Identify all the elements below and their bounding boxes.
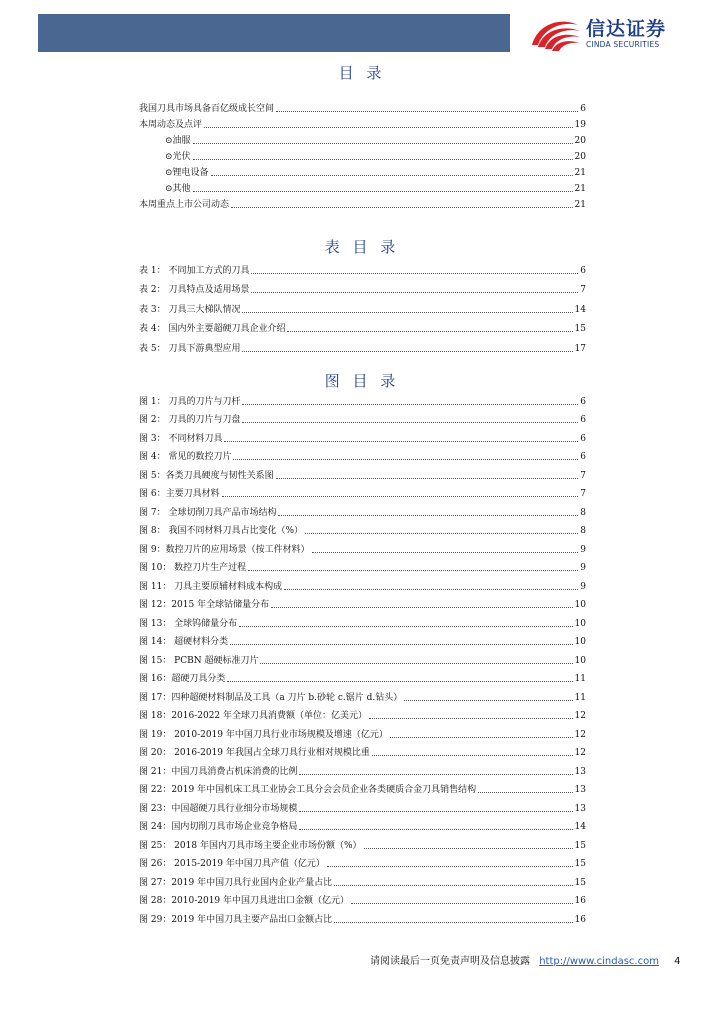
dot-leader — [204, 127, 573, 128]
figure-entry-page-number: 12 — [574, 729, 586, 740]
figure-entry-page-number: 10 — [574, 637, 586, 647]
dot-leader — [251, 273, 578, 274]
figure-entry[interactable] — [139, 518, 586, 537]
figure-entry[interactable] — [139, 425, 586, 444]
figure-entry[interactable] — [139, 647, 586, 666]
figure-entry-page-number: 6 — [580, 433, 586, 444]
figure-entry[interactable] — [139, 555, 586, 574]
figure-entry[interactable] — [139, 777, 586, 796]
dot-leader — [193, 159, 573, 160]
table-entry-label: 表 2： 刀具特点及适用场景 — [139, 285, 250, 295]
figure-entry-label: 图 8： 我国不同材料刀具占比变化（%） — [139, 526, 304, 536]
toc-entry[interactable] — [139, 114, 586, 130]
figure-entry-label: 图 7： 全球切削刀具产品市场结构 — [139, 507, 277, 518]
figure-entry-label: 图 20： 2016-2019 年我国占全球刀具行业相对规模比重 — [139, 748, 370, 758]
dot-leader — [478, 792, 572, 793]
dot-leader — [251, 292, 578, 293]
figure-entry[interactable] — [139, 758, 586, 777]
figure-entry-page-number: 12 — [574, 748, 586, 758]
figure-entry-label: 图 11： 刀具主要原辅材料成本构成 — [139, 581, 283, 592]
figure-entry-page-number: 16 — [574, 896, 586, 906]
dot-leader — [222, 496, 579, 497]
figure-entry[interactable] — [139, 740, 586, 759]
toc-entry[interactable] — [139, 130, 586, 146]
table-entry-page-number: 6 — [580, 265, 586, 276]
toc-entry[interactable] — [139, 162, 586, 178]
table-entry-page-number: 7 — [580, 285, 586, 295]
figure-entry[interactable] — [139, 573, 586, 592]
toc-title: 目 录 — [338, 64, 386, 82]
table-entry-page-number: 15 — [574, 324, 586, 334]
figure-entry-page-number: 11 — [574, 674, 586, 684]
figure-entry-label: 图 27：2019 年中国刀具行业国内企业产量占比 — [139, 877, 333, 888]
page-footer — [370, 952, 681, 967]
table-entry-page-number: 14 — [574, 304, 586, 315]
figure-entry-page-number: 6 — [580, 415, 586, 425]
figure-entry-page-number: 9 — [580, 563, 586, 573]
table-entry-label: 表 1： 不同加工方式的刀具 — [139, 265, 250, 276]
figure-entry[interactable] — [139, 684, 586, 703]
logo-chinese-text: 信达证券 — [586, 18, 667, 40]
figure-entry[interactable] — [139, 481, 586, 500]
toc-entry-page-number: 21 — [574, 200, 586, 210]
header-band — [38, 14, 510, 52]
figure-entry-label: 图 13： 全球钨储量分布 — [139, 618, 238, 629]
figure-entry[interactable] — [139, 721, 586, 740]
dot-leader — [248, 570, 578, 571]
table-entry-label: 表 4： 国内外主要超硬刀具企业介绍 — [139, 324, 286, 334]
figure-entry-label: 图 25： 2018 年国内刀具市场主要企业市场份额（%） — [139, 840, 362, 851]
figure-entry[interactable] — [139, 814, 586, 833]
table-entry[interactable] — [139, 315, 586, 335]
dot-leader — [239, 626, 572, 627]
figure-entry-page-number: 11 — [574, 692, 586, 703]
figure-entry-page-number: 15 — [574, 840, 586, 851]
figure-entry[interactable] — [139, 851, 586, 870]
figure-entry-page-number: 9 — [580, 581, 586, 592]
dot-leader — [369, 718, 573, 719]
dot-leader — [305, 533, 578, 534]
figure-entry-label: 图 21：中国刀具消费占机床消费的比例 — [139, 766, 298, 777]
figure-entry-page-number: 12 — [574, 711, 586, 721]
footer-url-link[interactable]: http://www.cindasc.com — [539, 956, 659, 967]
dot-leader — [276, 478, 579, 479]
cinda-logo — [528, 14, 698, 54]
figure-entry-label: 图 12：2015 年全球钴储量分布 — [139, 600, 270, 610]
figure-entry-label: 图 22：2019 年中国机床工具工业协会工具分会会员企业各类硬质合金刀具销售结构 — [139, 785, 477, 795]
footer-page-number: 4 — [674, 956, 681, 967]
dot-leader — [364, 848, 573, 849]
figure-entry-page-number: 10 — [574, 618, 586, 629]
dot-leader — [211, 175, 573, 176]
figure-entry-label: 图 2： 刀具的刀片与刀盘 — [139, 415, 241, 425]
figure-entry-page-number: 6 — [580, 396, 586, 407]
figure-entry-page-number: 9 — [580, 544, 586, 555]
figure-entry[interactable] — [139, 407, 586, 426]
figure-entry-label: 图 1： 刀具的刀片与刀杆 — [139, 396, 241, 407]
dot-leader — [390, 737, 573, 738]
dot-leader — [404, 700, 572, 701]
table-entry-page-number: 17 — [574, 343, 586, 354]
dot-leader — [242, 312, 572, 313]
figure-entry[interactable] — [139, 499, 586, 518]
toc-list — [139, 98, 586, 210]
figure-list-title: 图 目 录 — [324, 372, 400, 390]
figure-entry-page-number: 7 — [580, 489, 586, 499]
dot-leader — [284, 589, 578, 590]
figure-entry[interactable] — [139, 666, 586, 685]
figure-entry[interactable] — [139, 536, 586, 555]
table-entry-label: 表 3： 刀具三大梯队情况 — [139, 304, 241, 315]
figure-entry-label: 图 14： 超硬材料分类 — [139, 637, 229, 647]
figure-entry[interactable] — [139, 610, 586, 629]
toc-entry-page-number: 6 — [580, 104, 586, 114]
dot-leader — [260, 663, 572, 664]
footer-disclaimer: 请阅读最后一页免责声明及信息披露 — [370, 956, 530, 967]
dot-leader — [227, 681, 572, 682]
dot-leader — [299, 774, 572, 775]
toc-entry-page-number: 19 — [574, 120, 586, 130]
figure-entry-page-number: 14 — [574, 822, 586, 832]
toc-entry[interactable] — [139, 98, 586, 114]
figure-entry[interactable] — [139, 703, 586, 722]
dot-leader — [193, 143, 573, 144]
dot-leader — [351, 903, 573, 904]
toc-entry-page-number: 20 — [574, 136, 586, 146]
table-entry[interactable] — [139, 276, 586, 296]
figure-entry-label: 图 16：超硬刀具分类 — [139, 674, 226, 684]
toc-entry-page-number: 21 — [574, 168, 586, 178]
cinda-logo-mark-icon — [528, 15, 582, 53]
figure-entry-label: 图 9：数控刀片的应用场景（按工件材料） — [139, 544, 310, 555]
table-list — [139, 256, 586, 354]
figure-entry[interactable] — [139, 832, 586, 851]
figure-entry-label: 图 19： 2010-2019 年中国刀具行业市场规模及增速（亿元） — [139, 729, 388, 740]
figure-entry-label: 图 18：2016-2022 年全球刀具消费额（单位：亿美元） — [139, 711, 368, 721]
dot-leader — [230, 644, 572, 645]
dot-leader — [271, 607, 572, 608]
figure-entry[interactable] — [139, 906, 586, 925]
figure-entry-page-number: 13 — [574, 766, 586, 777]
figure-entry-label: 图 3： 不同材料刀具 — [139, 433, 223, 444]
figure-entry[interactable] — [139, 629, 586, 648]
dot-leader — [327, 866, 573, 867]
figure-entry[interactable] — [139, 869, 586, 888]
figure-entry-label: 图 26： 2015-2019 年中国刀具产值（亿元） — [139, 859, 325, 869]
dot-leader — [334, 922, 572, 923]
toc-entry-label: ⊙其他 — [165, 184, 191, 194]
figure-entry[interactable] — [139, 795, 586, 814]
toc-entry-label: 本周重点上市公司动态 — [139, 200, 230, 210]
dot-leader — [233, 459, 578, 460]
dot-leader — [231, 207, 573, 208]
dot-leader — [299, 811, 572, 812]
toc-entry-label: ⊙锂电设备 — [165, 168, 209, 178]
dot-leader — [287, 331, 572, 332]
figure-entry-label: 图 24：国内切削刀具市场企业竞争格局 — [139, 822, 298, 832]
dot-leader — [242, 422, 578, 423]
figure-entry-page-number: 8 — [580, 507, 586, 518]
logo-english-text: CINDA SECURITIES — [586, 40, 660, 49]
figure-entry[interactable] — [139, 462, 586, 481]
figure-entry-label: 图 15： PCBN 超硬标准刀片 — [139, 655, 259, 666]
toc-entry-label: ⊙油服 — [165, 136, 191, 146]
dot-leader — [193, 191, 573, 192]
dot-leader — [299, 829, 572, 830]
figure-entry[interactable] — [139, 388, 586, 407]
toc-entry-label: 本周动态及点评 — [139, 120, 203, 130]
table-entry[interactable] — [139, 256, 586, 276]
figure-entry[interactable] — [139, 592, 586, 611]
figure-entry-label: 图 23：中国超硬刀具行业细分市场规模 — [139, 803, 298, 814]
toc-entry-label: 我国刀具市场具备百亿级成长空间 — [139, 104, 275, 114]
figure-entry-label: 图 28：2010-2019 年中国刀具进出口金额（亿元） — [139, 896, 350, 906]
dot-leader — [278, 515, 578, 516]
table-entry[interactable] — [139, 295, 586, 315]
figure-entry-page-number: 10 — [574, 600, 586, 610]
figure-entry-label: 图 4： 常见的数控刀片 — [139, 452, 232, 462]
toc-entry-label: ⊙光伏 — [165, 152, 191, 162]
dot-leader — [334, 885, 572, 886]
figure-entry-page-number: 15 — [574, 877, 586, 888]
figure-entry-label: 图 10： 数控刀片生产过程 — [139, 563, 247, 573]
toc-entry-page-number: 21 — [574, 184, 586, 194]
figure-entry-label: 图 5：各类刀具硬度与韧性关系图 — [139, 470, 274, 481]
dot-leader — [242, 351, 572, 352]
figure-entry[interactable] — [139, 888, 586, 907]
figure-entry-label: 图 17：四种超硬材料制品及工具（a 刀片 b.砂轮 c.锯片 d.钻头） — [139, 692, 403, 703]
dot-leader — [276, 111, 578, 112]
figure-entry[interactable] — [139, 444, 586, 463]
table-entry[interactable] — [139, 334, 586, 354]
table-entry-label: 表 5： 刀具下游典型应用 — [139, 343, 241, 354]
figure-entry-page-number: 15 — [574, 859, 586, 869]
table-list-title: 表 目 录 — [324, 238, 400, 256]
figure-entry-page-number: 8 — [580, 526, 586, 536]
dot-leader — [224, 441, 578, 442]
toc-entry-page-number: 20 — [574, 152, 586, 162]
figure-entry-label: 图 6：主要刀具材料 — [139, 489, 220, 499]
dot-leader — [242, 404, 578, 405]
figure-list — [139, 388, 586, 925]
figure-entry-page-number: 13 — [574, 785, 586, 795]
figure-entry-label: 图 29：2019 年中国刀具主要产品出口金额占比 — [139, 914, 333, 925]
figure-entry-page-number: 16 — [574, 914, 586, 925]
dot-leader — [372, 755, 573, 756]
toc-entry[interactable] — [139, 178, 586, 194]
dot-leader — [312, 552, 579, 553]
toc-entry[interactable] — [139, 194, 586, 210]
toc-entry[interactable] — [139, 146, 586, 162]
figure-entry-page-number: 6 — [580, 452, 586, 462]
figure-entry-page-number: 13 — [574, 803, 586, 814]
figure-entry-page-number: 10 — [574, 655, 586, 666]
figure-entry-page-number: 7 — [580, 470, 586, 481]
